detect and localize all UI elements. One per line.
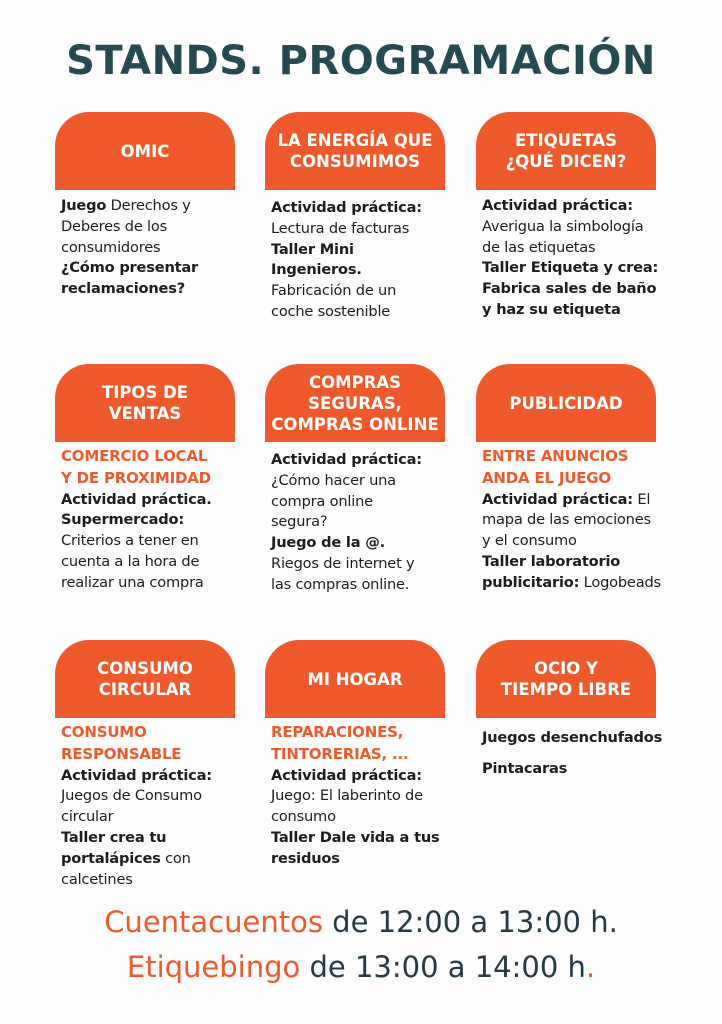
stand-text: Fabrica sales de baño [482,280,657,298]
stand-text: Fabricación de un [271,282,397,300]
stand-text-line [482,552,664,573]
stand-text: Juego: El laberinto de [271,787,423,805]
stand-header-line: COMPRAS [308,372,401,392]
stand-text-line [482,446,664,468]
stand-text-line [61,744,243,766]
stand-text: con [160,849,191,867]
stand-text: reclamaciones? [61,280,185,298]
stand-body [482,196,664,321]
stand-header [265,640,445,718]
stand-text: mapa de las emociones [482,511,651,529]
stand-text: Juegos de Consumo [61,787,202,805]
stand-body [271,198,453,323]
stand-text-line [271,554,453,575]
trailing-dot: . [585,950,596,984]
stand-text: Actividad práctica: [482,490,633,508]
stand-text-line [61,490,243,511]
stand-text-line [271,766,453,787]
stand-header-line: LA ENERGÍA QUE [277,131,433,150]
stand-subtitle: COMERCIO LOCAL [61,447,208,465]
stand-text: Taller Dale vida a tus [271,828,440,846]
stand-text-line [482,490,664,511]
stand-text-line [271,240,453,261]
stand-text: consumidores [61,238,161,256]
schedule-line [0,905,722,939]
stand-header-line: VENTAS [108,404,182,423]
stand-text: residuos [271,849,340,867]
stand-text-line [61,468,243,490]
stand-text-line [271,492,453,513]
stand-text: Deberes de los [61,217,168,235]
stand-header [265,364,445,442]
stand-text: ¿Cómo presentar [61,259,199,277]
stand-body [482,446,664,594]
stand-text-line [61,573,243,594]
schedule-line [0,950,722,984]
stand-text: ¿Cómo hacer una [271,471,396,489]
stand-header-line: PUBLICIDAD [509,393,623,413]
stand-header-line: MI HOGAR [307,669,403,689]
stand-body [482,728,664,780]
stand-header-line: SEGURAS, [308,393,402,413]
stand-text-line [271,828,453,849]
stand-text: Taller Etiqueta y crea: [482,259,659,277]
stand-header-line: ¿QUÉ DICEN? [505,152,627,171]
stand-text-line [61,196,243,217]
stand-body [271,722,453,870]
stand-subtitle: TINTORERIAS, ... [271,744,409,763]
stand-text-line [61,722,243,744]
stand-subtitle: ANDA EL JUEGO [482,468,611,487]
stand-text-line [482,759,664,780]
stand-body [61,196,243,300]
stand-text: y haz su etiqueta [482,300,621,318]
stand-text-line [271,744,453,766]
stand-text-line [271,807,453,828]
stand-text-line [482,531,664,552]
stand-text: Juego de la @. [271,534,385,552]
stand-text-line [271,260,453,281]
stand-text-line [482,238,664,259]
event-time: de 12:00 a 13:00 h. [322,905,618,939]
stand-body [61,722,243,890]
spacer [482,749,664,759]
stand-text-line [61,217,243,238]
stand-header [476,364,656,442]
stand-text-line [61,766,243,787]
stand-text: publicitario: [482,573,580,591]
stand-text-line [271,849,453,870]
stand-text-line [482,279,664,300]
stand-text: coche sostenible [271,302,391,320]
stand-header-line: COMPRAS ONLINE [271,414,439,434]
stand-text-line [271,281,453,302]
stand-text-line [61,279,243,300]
stand-text: de las etiquetas [482,238,596,256]
stand-text: portalápices [61,849,161,867]
stand-text-line [61,870,243,891]
stand-text: Actividad práctica: [271,451,422,468]
stand-text: Juegos desenchufados [482,729,663,746]
stand-text: compra online [271,492,373,510]
stand-text: Actividad práctica: [271,199,422,216]
stand-text-line [61,828,243,849]
stand-text-line [271,198,453,219]
event-name: Cuentacuentos [104,905,323,939]
stand-text-line [61,849,243,870]
stand-header [476,112,656,190]
stand-text: Criterios a tener en [61,532,199,550]
stand-text-line [61,531,243,552]
stand-text-line [482,196,664,217]
stand-text-line [271,219,453,240]
stand-header [55,640,235,718]
stand-text-line [271,450,453,471]
stand-body [271,450,453,596]
stand-header-line: CONSUMO [97,659,193,678]
stand-text-line [482,468,664,490]
stand-header-line: CONSUMIMOS [289,152,421,171]
stand-text-line [271,533,453,554]
stand-text: cuenta a la hora de [61,552,200,570]
stand-text: Actividad práctica: [61,766,212,784]
stand-text-line [271,786,453,807]
stand-header [55,112,235,190]
stand-text-line [271,471,453,492]
stand-subtitle: CONSUMO [61,723,147,741]
stand-text-line [61,786,243,807]
event-name: Etiquebingo [126,950,301,984]
stand-header-line: OCIO Y [534,659,598,678]
stand-text: Derechos y [106,197,191,214]
stand-text: El [632,490,651,508]
stand-header [265,112,445,190]
stand-text: y el consumo [482,532,577,550]
stand-text: Riegos de internet y [271,554,415,572]
stand-text-line [482,300,664,321]
stand-text-line [482,573,664,594]
stand-header [55,364,235,442]
stand-text-line [482,510,664,531]
stand-text: Actividad práctica. [61,490,212,508]
stand-text: Supermercado: [61,511,184,529]
stand-text: Pintacaras [482,759,568,777]
stand-body [61,446,243,594]
stand-text-line [482,217,664,238]
stand-text: realizar una compra [61,573,204,591]
page-title: STANDS. PROGRAMACIÓN [66,38,656,84]
stand-header-line: TIPOS DE [101,383,189,402]
stand-subtitle: REPARACIONES, [271,723,404,741]
stand-header-line: OMIC [120,141,170,161]
stand-text-line [61,238,243,259]
stand-text: Taller Mini [271,240,354,258]
stand-text: las compras online. [271,575,410,593]
stand-subtitle: ENTRE ANUNCIOS [482,447,629,465]
stand-subtitle: Y DE PROXIMIDAD [61,468,211,487]
stand-text: Actividad práctica: [482,197,633,214]
stand-header-line: CIRCULAR [98,680,192,699]
stand-text-line [271,575,453,596]
stand-text-line [61,446,243,468]
stand-header-line: TIEMPO LIBRE [500,680,632,699]
stand-text: Taller crea tu [61,828,167,846]
stand-text: segura? [271,513,328,531]
stand-text: Lectura de facturas [271,219,410,237]
stand-text: Ingenieros. [271,261,362,279]
stand-text: calcetines [61,870,133,888]
stand-text-line [61,258,243,279]
stand-subtitle: RESPONSABLE [61,744,182,763]
event-time: de 13:00 a 14:00 h [300,950,586,984]
stand-text-line [482,728,664,749]
stand-text-line [271,302,453,323]
stand-text: circular [61,808,114,826]
stand-text-line [271,722,453,744]
stand-text: Juego [61,197,107,214]
stand-text-line [482,258,664,279]
stand-text-line [61,807,243,828]
stand-text: Taller laboratorio [482,552,621,570]
stand-text: Logobeads [579,573,661,591]
stand-text-line [61,510,243,531]
stand-text-line [271,512,453,533]
stand-header-line: ETIQUETAS [514,131,617,150]
stand-text-line [61,552,243,573]
stand-text: Averigua la simbología [482,217,644,235]
stand-header [476,640,656,718]
stand-text: Actividad práctica: [271,766,422,784]
stand-text: consumo [271,808,336,826]
